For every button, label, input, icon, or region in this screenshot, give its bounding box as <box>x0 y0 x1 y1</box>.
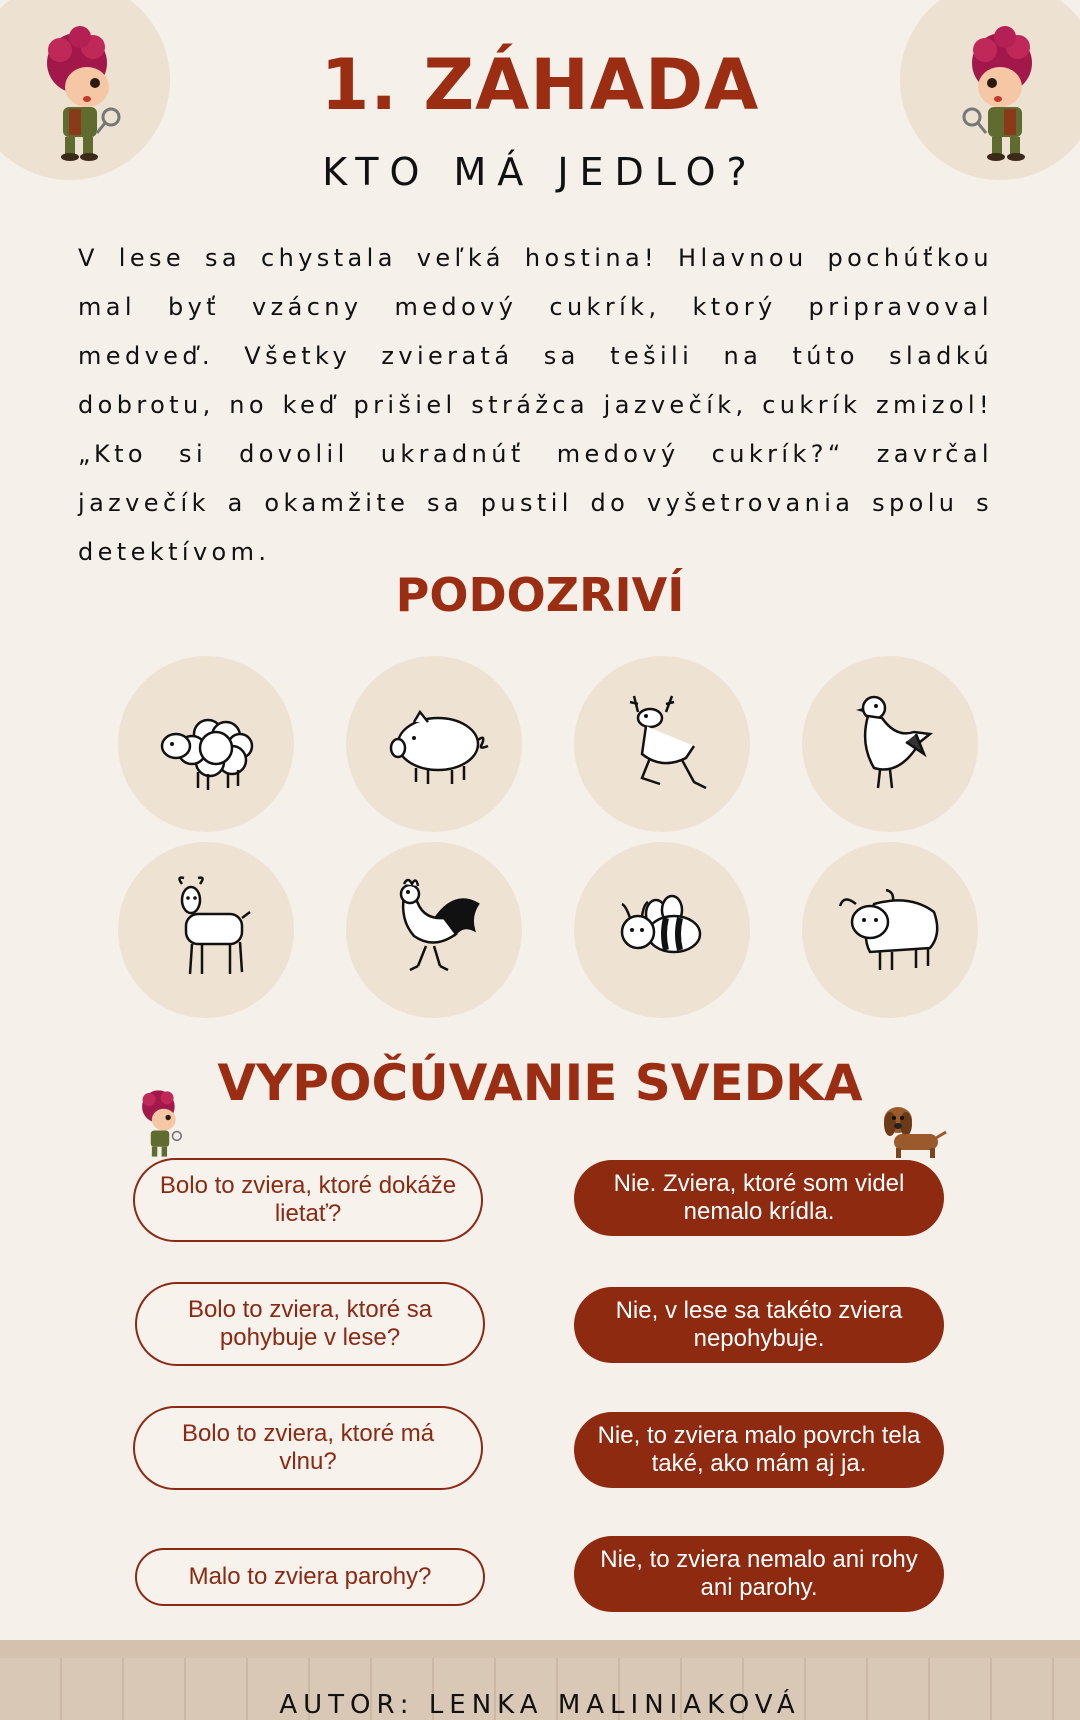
suspect-sheep[interactable] <box>118 656 294 832</box>
suspect-yak[interactable] <box>802 842 978 1018</box>
question-3[interactable]: Bolo to zviera, ktoré má vlnu? <box>133 1406 483 1490</box>
suspect-bee[interactable] <box>574 842 750 1018</box>
pigeon-icon <box>830 684 950 804</box>
dachshund-icon <box>876 1100 948 1164</box>
answer-3[interactable]: Nie, to zviera malo povrch tela také, ako mám aj ja. <box>574 1412 944 1488</box>
suspect-pigeon[interactable] <box>802 656 978 832</box>
interview-heading: VYPOČÚVANIE SVEDKA <box>217 1054 863 1112</box>
suspect-goat[interactable] <box>118 842 294 1018</box>
deer-icon <box>602 684 722 804</box>
pig-icon <box>374 684 494 804</box>
question-1[interactable]: Bolo to zviera, ktoré dokáže lietať? <box>133 1158 483 1242</box>
bee-icon <box>602 870 722 990</box>
answer-2[interactable]: Nie, v lese sa takéto zviera nepohybuje. <box>574 1287 944 1363</box>
detective-icon <box>130 1086 190 1162</box>
floor-edge <box>0 1640 1080 1658</box>
suspect-deer[interactable] <box>574 656 750 832</box>
suspect-rooster[interactable] <box>346 842 522 1018</box>
rooster-icon <box>374 870 494 990</box>
sheep-icon <box>146 684 266 804</box>
story-paragraph: V lese sa chystala veľká hostina! Hlavnou pochúťkou mal byť vzácny medový cukrík, ktorý pripravoval medveď. Všetky zvieratá sa tešili na túto sladkú dobrotu, no keď prišiel strážca jazvečík, cukrík zmizol! „Kto si dovolil ukradnúť medový cukrík?“ zavrčal jazvečík a okamžite sa pustil do vyšetrovania spolu s detektívom. <box>78 244 993 566</box>
suspect-pig[interactable] <box>346 656 522 832</box>
page-title: 1. ZÁHADA <box>320 44 760 126</box>
yak-icon <box>830 870 950 990</box>
question-2[interactable]: Bolo to zviera, ktoré sa pohybuje v lese? <box>135 1282 485 1366</box>
author-credit: AUTOR: LENKA MALINIAKOVÁ <box>279 1690 801 1720</box>
goat-icon <box>146 870 266 990</box>
answer-1[interactable]: Nie. Zviera, ktoré som videl nemalo krídla. <box>574 1160 944 1236</box>
answer-4[interactable]: Nie, to zviera nemalo ani rohy ani parohy. <box>574 1536 944 1612</box>
page-subtitle: KTO MÁ JEDLO? <box>322 150 758 194</box>
question-4[interactable]: Malo to zviera parohy? <box>135 1548 485 1606</box>
suspects-heading: PODOZRIVÍ <box>395 568 685 622</box>
